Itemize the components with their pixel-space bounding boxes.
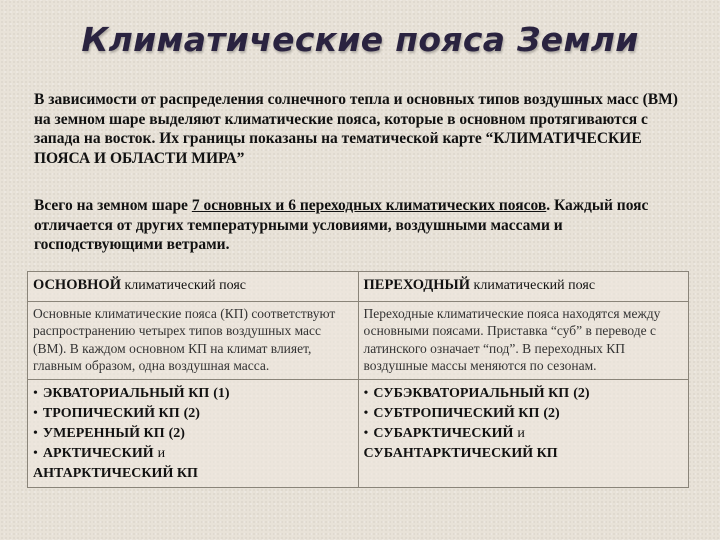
zone-conjunction: и xyxy=(517,425,525,441)
zone-name: ЭКВАТОРИАЛЬНЫЙ КП xyxy=(42,385,210,401)
list-item xyxy=(33,404,353,424)
main-zone-description: Основные климатические пояса (КП) соответствуют распространению четырех типов воздушных масс (ВМ). В каждом основном КП на климат влияет, главным образом, одна воздушная масса. xyxy=(28,301,359,379)
zone-count: (2) xyxy=(573,385,590,401)
summary-underlined-text: 7 основных и 6 переходных климатических поясов xyxy=(191,197,547,214)
bullet-icon: • xyxy=(363,385,369,401)
zone-name: УМЕРЕННЫЙ КП xyxy=(42,425,165,441)
bullet-icon: • xyxy=(33,425,38,441)
slide-title: Климатические пояса Земли xyxy=(81,20,639,59)
list-item xyxy=(364,424,684,464)
header-main-strong: ОСНОВНОЙ xyxy=(33,277,121,293)
list-item xyxy=(33,384,353,404)
bullet-icon: • xyxy=(363,425,369,441)
header-transition-rest: климатический пояс xyxy=(470,278,596,293)
zone-name: АРКТИЧЕСКИЙ xyxy=(42,445,154,461)
zone-name-second: СУБАНТАРКТИЧЕСКИЙ КП xyxy=(363,445,558,461)
table-description-row xyxy=(28,301,689,379)
bullet-icon: • xyxy=(33,445,38,461)
list-item xyxy=(364,384,684,404)
zone-name: СУБТРОПИЧЕСКИЙ КП xyxy=(373,405,540,421)
header-transition-strong: ПЕРЕХОДНЫЙ xyxy=(363,277,471,293)
header-transition-zone xyxy=(358,272,689,302)
list-item xyxy=(364,404,684,424)
header-main-rest: климатический пояс xyxy=(121,278,246,293)
main-zones-list xyxy=(28,379,359,487)
transition-zones-list xyxy=(358,379,689,487)
zone-name-second: АНТАРКТИЧЕСКИЙ КП xyxy=(33,465,198,481)
transition-zone-description: Переходные климатические пояса находятся между основными поясами. Приставка “суб” в переводе с латинского означает “под”. В переходных КП воздушные массы меняются по сезонам. xyxy=(358,301,689,379)
table-zones-row xyxy=(28,379,689,487)
bullet-icon: • xyxy=(363,405,369,421)
summary-paragraph xyxy=(34,196,694,255)
climate-zones-table xyxy=(27,271,689,488)
summary-text-start: Всего на земном шаре xyxy=(34,197,192,214)
list-item xyxy=(33,444,353,484)
zone-count: (1) xyxy=(213,385,230,401)
zone-name: СУБЭКВАТОРИАЛЬНЫЙ КП xyxy=(373,385,570,401)
zone-count: (2) xyxy=(543,405,560,421)
summary-text-end: . Каждый пояс отличается от других температурными условиями, воздушными массами и господствующими ветрами. xyxy=(34,197,649,253)
zone-count: (2) xyxy=(183,405,200,421)
bullet-icon: • xyxy=(33,405,38,421)
list-item xyxy=(33,424,353,444)
zone-count: (2) xyxy=(168,425,185,441)
table-header-row xyxy=(28,272,689,302)
zone-conjunction: и xyxy=(157,445,166,461)
intro-paragraph: В зависимости от распределения солнечного тепла и основных типов воздушных масс (ВМ) на земном шаре выделяют климатические пояса, которые в основном протягиваются с запада на восток. Их границы показаны на тематической карте “КЛИМАТИЧЕСКИЕ ПОЯСА И ОБЛАСТИ МИРА” xyxy=(34,91,678,167)
bullet-icon: • xyxy=(33,385,38,401)
header-main-zone xyxy=(28,272,359,302)
zone-name: ТРОПИЧЕСКИЙ КП xyxy=(42,405,180,421)
zone-name: СУБАРКТИЧЕСКИЙ xyxy=(373,425,514,441)
